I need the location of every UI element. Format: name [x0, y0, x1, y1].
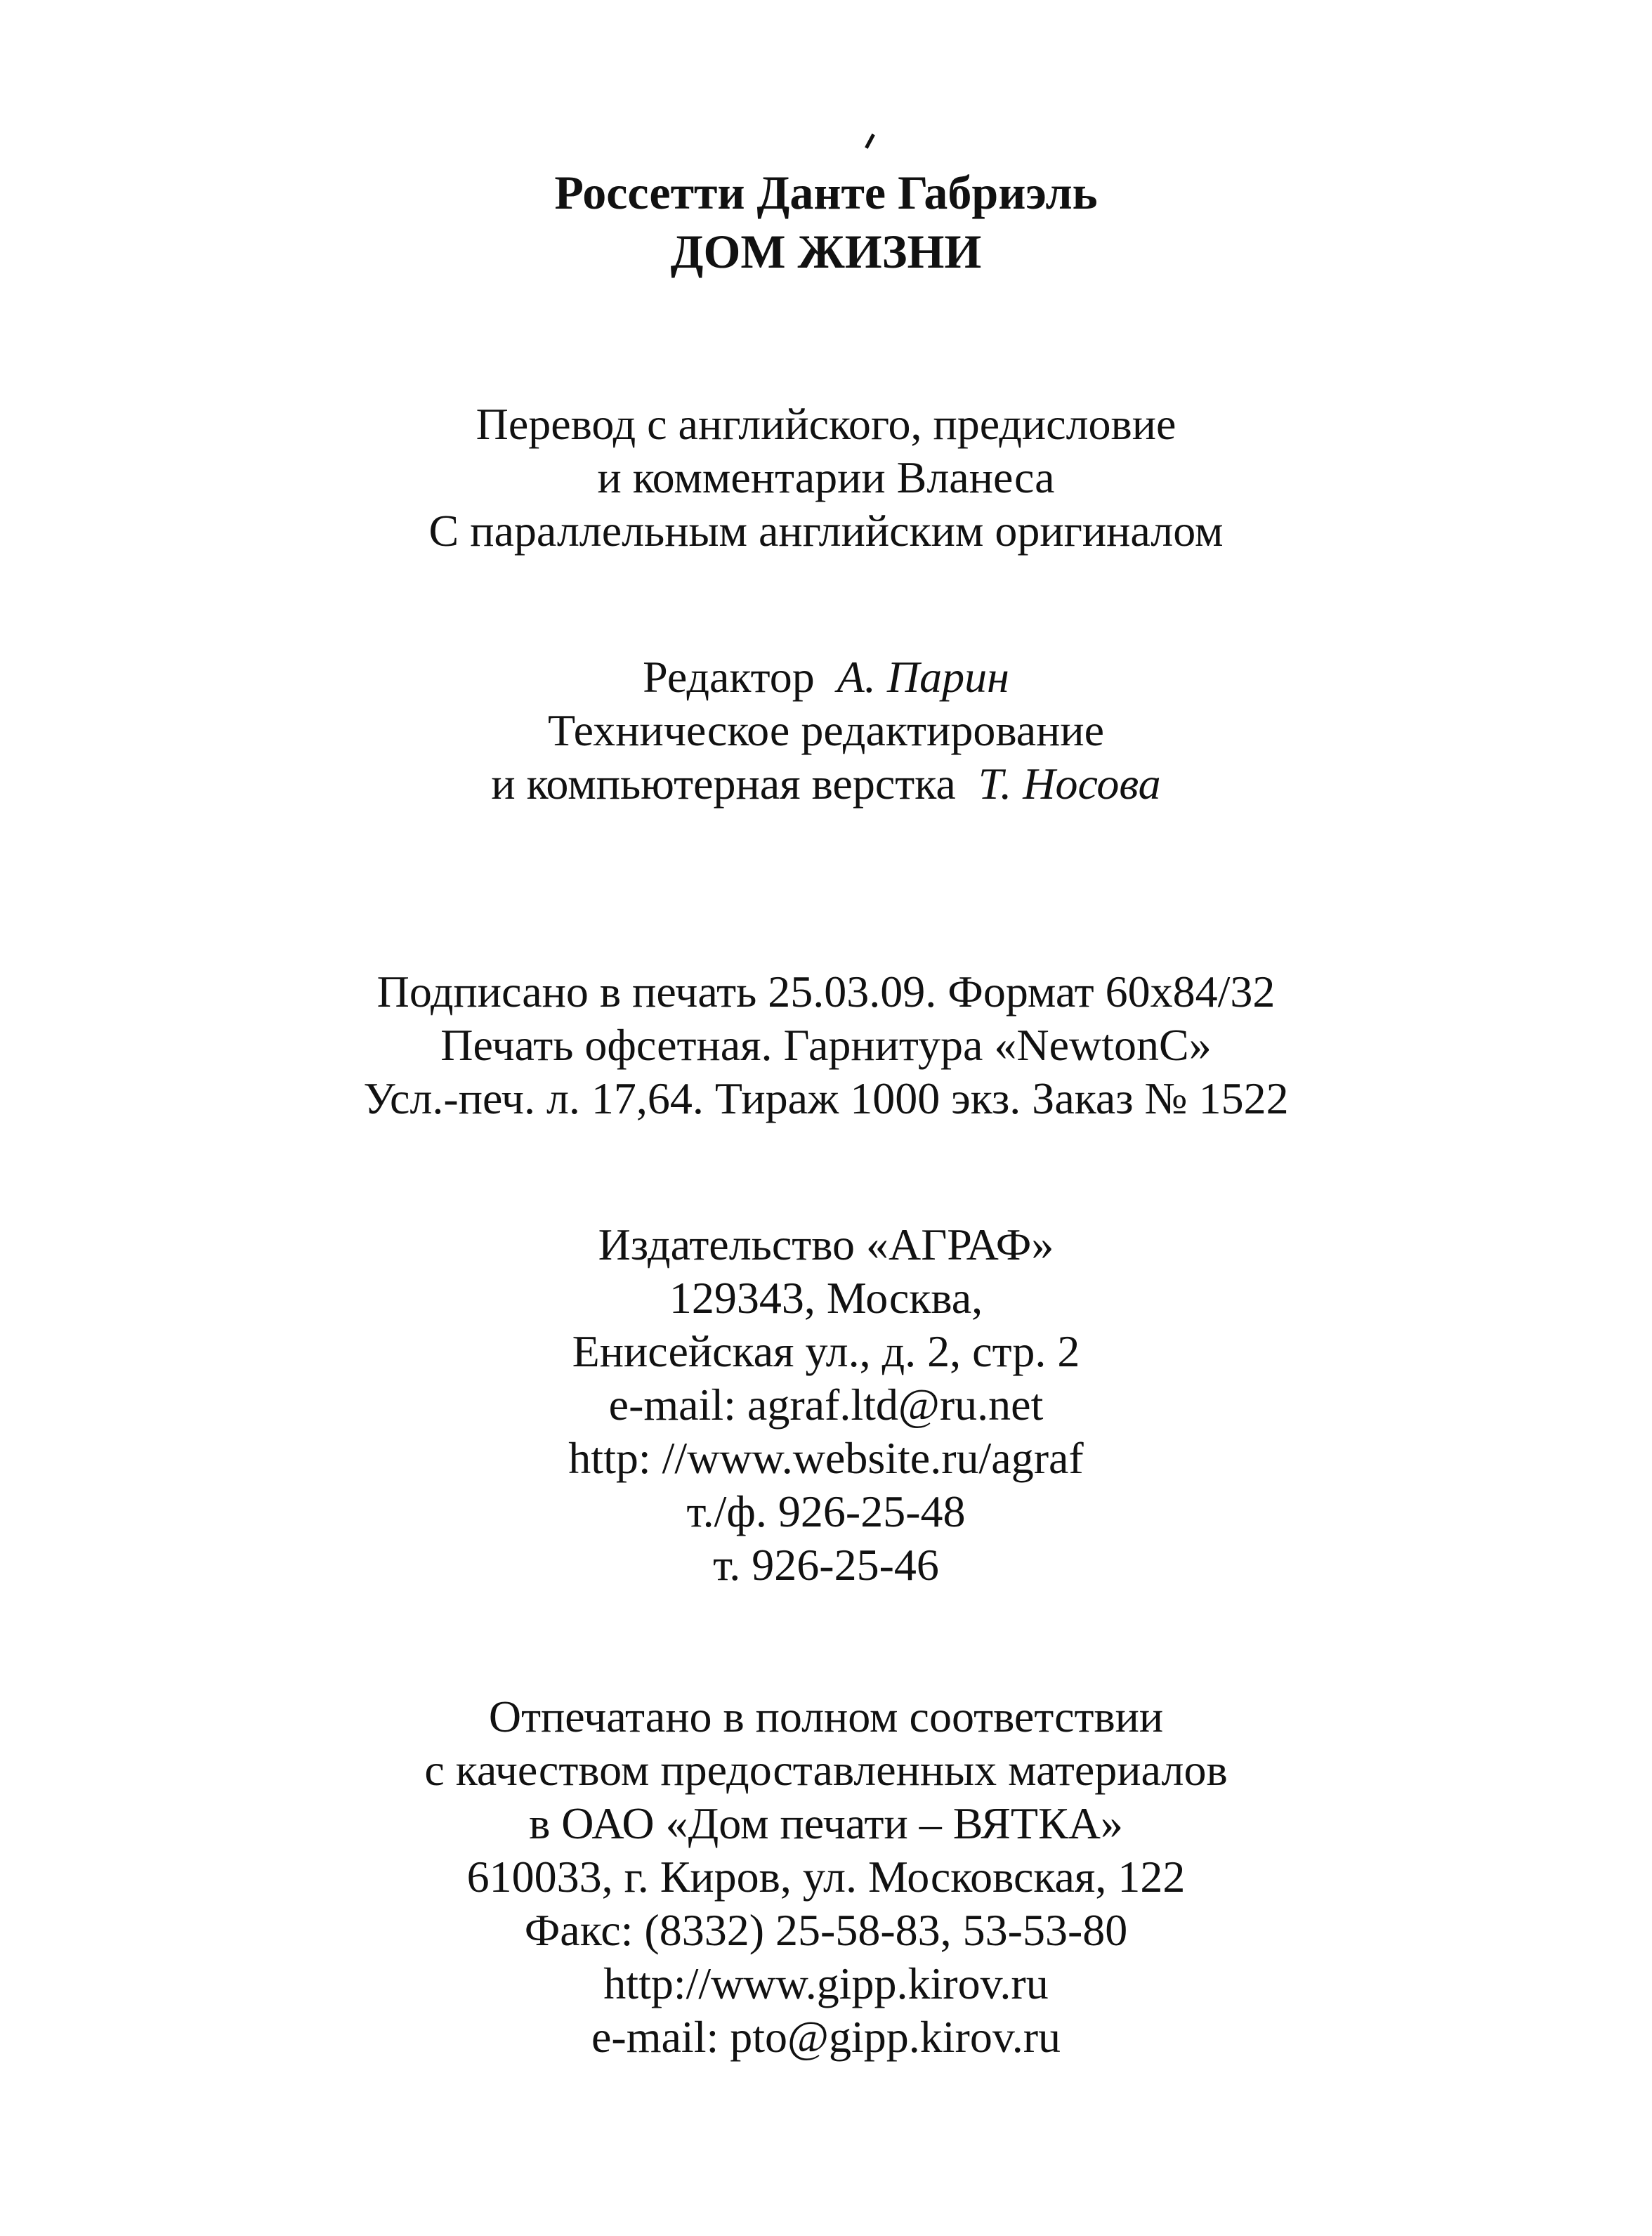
publisher-name: Издательство «АГРАФ» [598, 1220, 1054, 1269]
layout-line [0, 757, 1652, 811]
translation-line-3: С параллельным английским оригиналом [428, 506, 1224, 556]
translation-block [0, 398, 1652, 558]
editor-name: А. Парин [837, 652, 1009, 702]
publisher-phone: т. 926-25-46 [713, 1540, 939, 1590]
printer-block [0, 1690, 1652, 2064]
printer-fax: Факс: (8332) 25-58-83, 53-53-80 [524, 1905, 1128, 1955]
print-info-line-3: Усл.-печ. л. 17,64. Тираж 1000 экз. Заказ № 1522 [363, 1073, 1289, 1123]
printer-line-1: Отпечатано в полном соответствии [488, 1692, 1164, 1741]
stray-mark [865, 133, 875, 149]
publisher-postal: 129343, Москва, [669, 1273, 983, 1323]
publisher-web: http: //www.website.ru/agraf [568, 1433, 1084, 1483]
publisher-block [0, 1218, 1652, 1592]
printer-line-2: с качеством предоставленных материалов [424, 1745, 1228, 1795]
printer-address: 610033, г. Киров, ул. Московская, 122 [466, 1852, 1186, 1902]
title-block [0, 163, 1652, 281]
printer-email: e-mail: pto@gipp.kirov.ru [591, 2012, 1061, 2062]
publisher-phone-fax: т./ф. 926-25-48 [686, 1486, 966, 1536]
translation-line-2: и комментарии Вланеса [597, 452, 1055, 502]
editor-label: Редактор [643, 652, 815, 702]
tech-editing-label: Техническое редактирование [547, 705, 1105, 755]
translation-line-1: Перевод с английского, предисловие [476, 399, 1176, 449]
book-title: ДОМ ЖИЗНИ [670, 225, 982, 278]
layout-name: Т. Носова [978, 759, 1161, 809]
print-info-line-2: Печать офсетная. Гарнитура «NewtonC» [440, 1020, 1212, 1070]
printer-line-3: в ОАО «Дом печати – ВЯТКА» [529, 1798, 1123, 1848]
author-name: Россетти Данте Габриэль [554, 166, 1098, 219]
editors-block [0, 650, 1652, 811]
print-info-block [0, 965, 1652, 1125]
publisher-email: e-mail: agraf.ltd@ru.net [608, 1380, 1044, 1430]
layout-label: и компьютерная верстка [491, 759, 956, 809]
print-info-line-1: Подписано в печать 25.03.09. Формат 60х84/32 [376, 967, 1276, 1016]
publisher-street: Енисейская ул., д. 2, стр. 2 [572, 1326, 1080, 1376]
printer-web: http://www.gipp.kirov.ru [603, 1959, 1049, 2008]
editor-line [0, 650, 1652, 704]
